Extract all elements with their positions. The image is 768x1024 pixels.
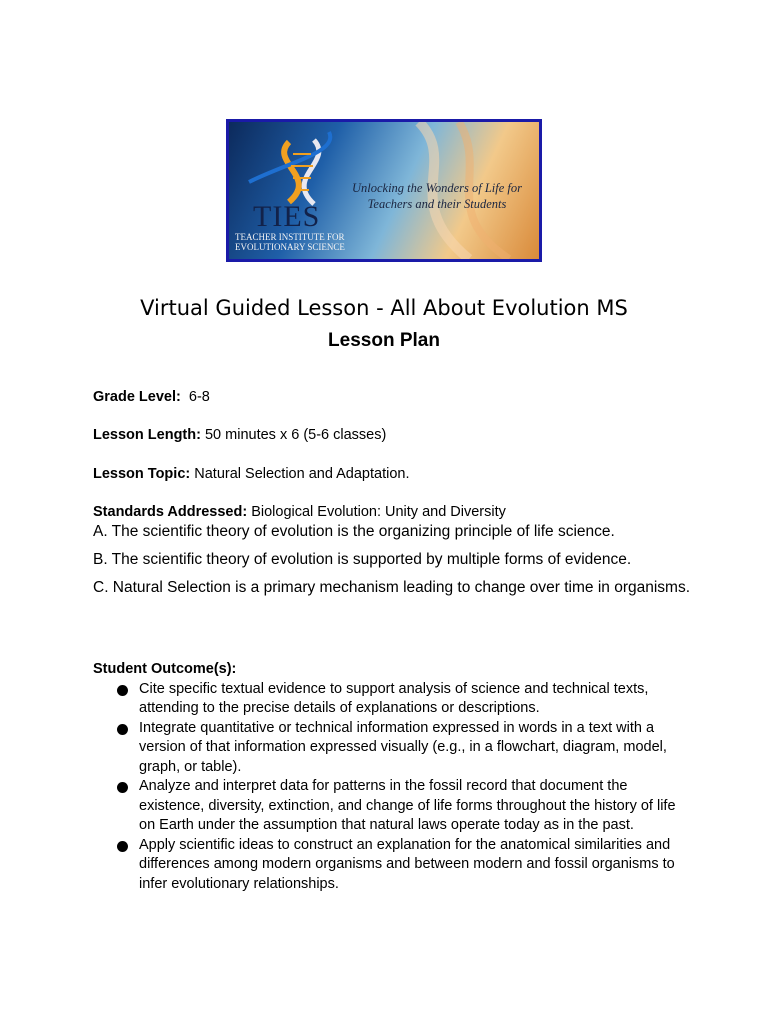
- banner-org-name: TEACHER INSTITUTE FOR EVOLUTIONARY SCIENCE: [235, 232, 345, 252]
- lesson-length-label: Lesson Length:: [93, 427, 201, 443]
- outcome-text: Apply scientific ideas to construct an explanation for the anatomical similarities and differences among modern organisms and between modern and fossil organisms to infer evolutionary relationships.: [139, 836, 675, 892]
- outcome-item: [93, 719, 679, 778]
- lesson-length: [93, 426, 386, 444]
- outcome-text: Integrate quantitative or technical information expressed in words in a text with a version of that information expressed visually (e.g., in a flowchart, diagram, model, graph, or table).: [139, 719, 667, 775]
- bullet-icon: [117, 724, 128, 735]
- bullet-icon: [117, 782, 128, 793]
- standard-item: B. The scientific theory of evolution is supported by multiple forms of evidence.: [93, 551, 632, 568]
- standard-item: A. The scientific theory of evolution is the organizing principle of life science.: [93, 523, 615, 540]
- grade-level-label: Grade Level:: [93, 389, 181, 405]
- lesson-topic: [93, 465, 409, 483]
- outcomes-label: Student Outcome(s):: [93, 661, 237, 677]
- outcome-text: Analyze and interpret data for patterns in the fossil record that document the existence, diversity, extinction, and change of life forms throughout the history of life on Earth under the assumption that natural laws operate today as in the past.: [139, 778, 676, 833]
- standard-item: C. Natural Selection is a primary mechanism leading to change over time in organisms.: [93, 579, 691, 596]
- standards-label: Standards Addressed:: [93, 504, 248, 520]
- bullet-icon: [117, 685, 128, 696]
- standards-list: [93, 523, 693, 607]
- outcomes-list: [93, 680, 693, 895]
- student-outcomes: [93, 660, 693, 894]
- lesson-topic-value: Natural Selection and Adaptation.: [194, 466, 410, 482]
- page-title: Virtual Guided Lesson - All About Evolution MS: [140, 296, 628, 320]
- outcome-item: [93, 836, 679, 895]
- outcome-text: Cite specific textual evidence to support analysis of science and technical texts, attending to the precise details of explanations or descriptions.: [139, 680, 649, 716]
- lesson-topic-label: Lesson Topic:: [93, 466, 191, 482]
- standards-addressed: [93, 503, 506, 521]
- page-subtitle: Lesson Plan: [328, 330, 440, 351]
- lesson-length-value: 50 minutes x 6 (5-6 classes): [204, 427, 387, 443]
- bullet-icon: [117, 841, 128, 852]
- banner-brand: TIES: [253, 200, 321, 233]
- banner-tagline: Unlocking the Wonders of Life for Teachers and their Students: [351, 181, 522, 211]
- ties-banner: [226, 119, 542, 262]
- outcome-item: [93, 680, 679, 719]
- outcome-item: [93, 777, 679, 836]
- grade-level-value: 6-8: [188, 389, 210, 405]
- standards-value: Biological Evolution: Unity and Diversity: [251, 504, 506, 520]
- grade-level: [93, 388, 210, 406]
